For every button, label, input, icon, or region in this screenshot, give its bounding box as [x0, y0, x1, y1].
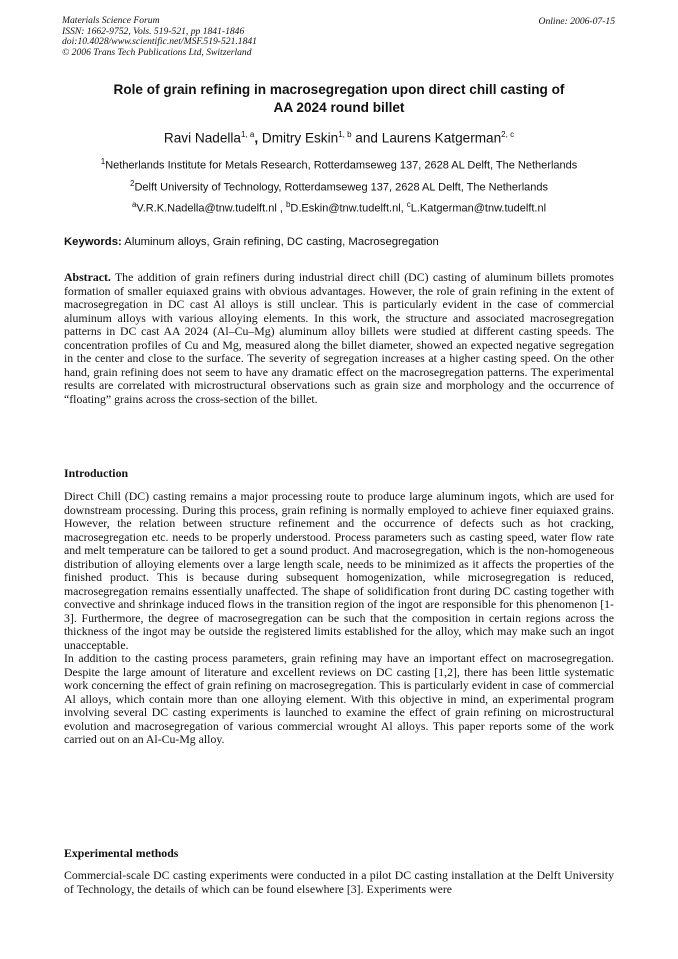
copyright-line: © 2006 Trans Tech Publications Ltd, Switzerland — [62, 46, 252, 58]
doi-line: doi:10.4028/www.scientific.net/MSF.519-521.1841 — [62, 36, 257, 48]
author-2: Dmitry Eskin — [261, 130, 339, 146]
online-date: Online: 2006-07-15 — [538, 16, 615, 27]
author-sep-2: and — [351, 130, 382, 146]
email-a: V.R.K.Nadella@tnw.tudelft.nl , — [136, 202, 286, 215]
author-1: Ravi Nadella — [163, 130, 241, 146]
author-sep-1: , — [254, 130, 262, 146]
affiliation-2-sup: 2 — [130, 179, 135, 188]
introduction-paragraph-2: In addition to the casting process parameters, grain refining may have an important effect on macrosegregation. Despite the large amount of literature and excellent reviews on DC casting [1,2], there has been little systematic work concerning the effect of grain refining on macrosegregation. This is particularly evident in case of commercial Al alloys, which contain more than one alloying element. With this objective in mind, an experimental program involving several DC casting experiments is launched to examine the effect of grain refining on microstructural evolution and macrosegregation of various commercial wrought Al alloys. This paper reports some of the work carried out on an Al-Cu-Mg alloy. — [64, 651, 614, 746]
email-b: D.Eskin@tnw.tudelft.nl, — [290, 202, 407, 215]
journal-name: Materials Science Forum — [62, 15, 160, 26]
experimental-paragraph-1: Commercial-scale DC casting experiments were conducted in a pilot DC casting installation at the Delft University of Technology, the details of which can be found elsewhere [3]. Experiments were — [64, 868, 614, 896]
keywords-label: Keywords: — [64, 236, 122, 248]
author-3: Laurens Katgerman — [381, 130, 502, 146]
abstract-label: Abstract. — [64, 270, 111, 284]
abstract-text: The addition of grain refiners during industrial direct chill (DC) casting of aluminum billets promotes formation of smaller equiaxed grains with obvious advantages. However, the role of grain refining in the extent of macrosegregation in DC cast Al alloys is still unclear. This is particularly evident in the case of commercial aluminum alloys with various alloying elements. In this work, the structure and associated macrosegregation patterns in DC cast AA 2024 (Al–Cu–Mg) aluminum alloy billets were studied at different casting speeds. The concentration profiles of Cu and Mg, measured along the billet diameter, showed an expected negative segregation in the center and close to the surface. The severity of segregation increases at a higher casting speed. On the other hand, grain refining does not seem to have any dramatic effect on the macrosegregation patterns. The experimental results are correlated with microstructural observations such as grain size and morphology and the occurrence of “floating” grains across the cross-section of the billet. — [64, 270, 614, 406]
title-line-2: AA 2024 round billet — [273, 100, 405, 115]
author-1-sup: 1, a — [241, 130, 255, 139]
author-2-sup: 1, b — [338, 130, 352, 139]
abstract — [64, 271, 614, 406]
email-line — [0, 200, 678, 215]
email-a-sup: a — [131, 200, 137, 209]
title-line-1: Role of grain refining in macrosegregation upon direct chill casting of — [113, 82, 565, 97]
email-c: L.Katgerman@tnw.tudelft.nl — [410, 202, 547, 215]
introduction-heading: Introduction — [64, 466, 129, 480]
introduction-body — [64, 490, 614, 747]
experimental-heading: Experimental methods — [64, 846, 179, 860]
keywords-text: Aluminum alloys, Grain refining, DC casting, Macrosegregation — [121, 236, 439, 248]
keywords — [64, 236, 439, 248]
paper-title — [40, 81, 638, 117]
affiliation-1-text: Netherlands Institute for Metals Research, Rotterdamseweg 137, 2628 AL Delft, The Netherlands — [105, 159, 578, 172]
email-b-sup: b — [285, 200, 291, 209]
affiliation-1-sup: 1 — [100, 157, 106, 166]
email-c-sup: c — [406, 200, 411, 209]
affiliation-1 — [0, 157, 678, 172]
author-3-sup: 2, c — [501, 130, 515, 139]
author-list — [0, 130, 678, 146]
introduction-paragraph-1: Direct Chill (DC) casting remains a major processing route to produce large aluminum ingots, which are used for downstream processing. During this process, grain refining is normally employed to achieve finer equiaxed grains. However, the relation between structure refinement and the occurrence of defects such as hot cracking, macrosegregation etc. needs to be properly understood. Process parameters such as casting speed, water flow rate and melt temperature can be tailored to get a sound product. And macrosegregation, which is the non-homogeneous distribution of alloying elements over a large length scale, needs to be minimized as it affects the properties of the finished product. This is because during subsequent homogenization, while microsegregation is reduced, macrosegregation remains essentially unaffected. The shape of solidification front during DC casting together with convective and shrinkage induced flows in the transition region of the ingot are responsible for this phenomenon [1-3]. Furthermore, the degree of macrosegregation can be such that the composition in certain regions across the thickness of the ingot may be outside the registered limits established for the alloy, which may make such an ingot unacceptable. — [64, 489, 614, 652]
affiliation-2 — [0, 179, 678, 194]
journal-header — [62, 16, 257, 58]
experimental-body — [64, 869, 614, 896]
affiliation-2-text: Delft University of Technology, Rotterdamseweg 137, 2628 AL Delft, The Netherlands — [134, 181, 548, 194]
issn-line: ISSN: 1662-9752, Vols. 519-521, pp 1841-1846 — [62, 25, 245, 37]
